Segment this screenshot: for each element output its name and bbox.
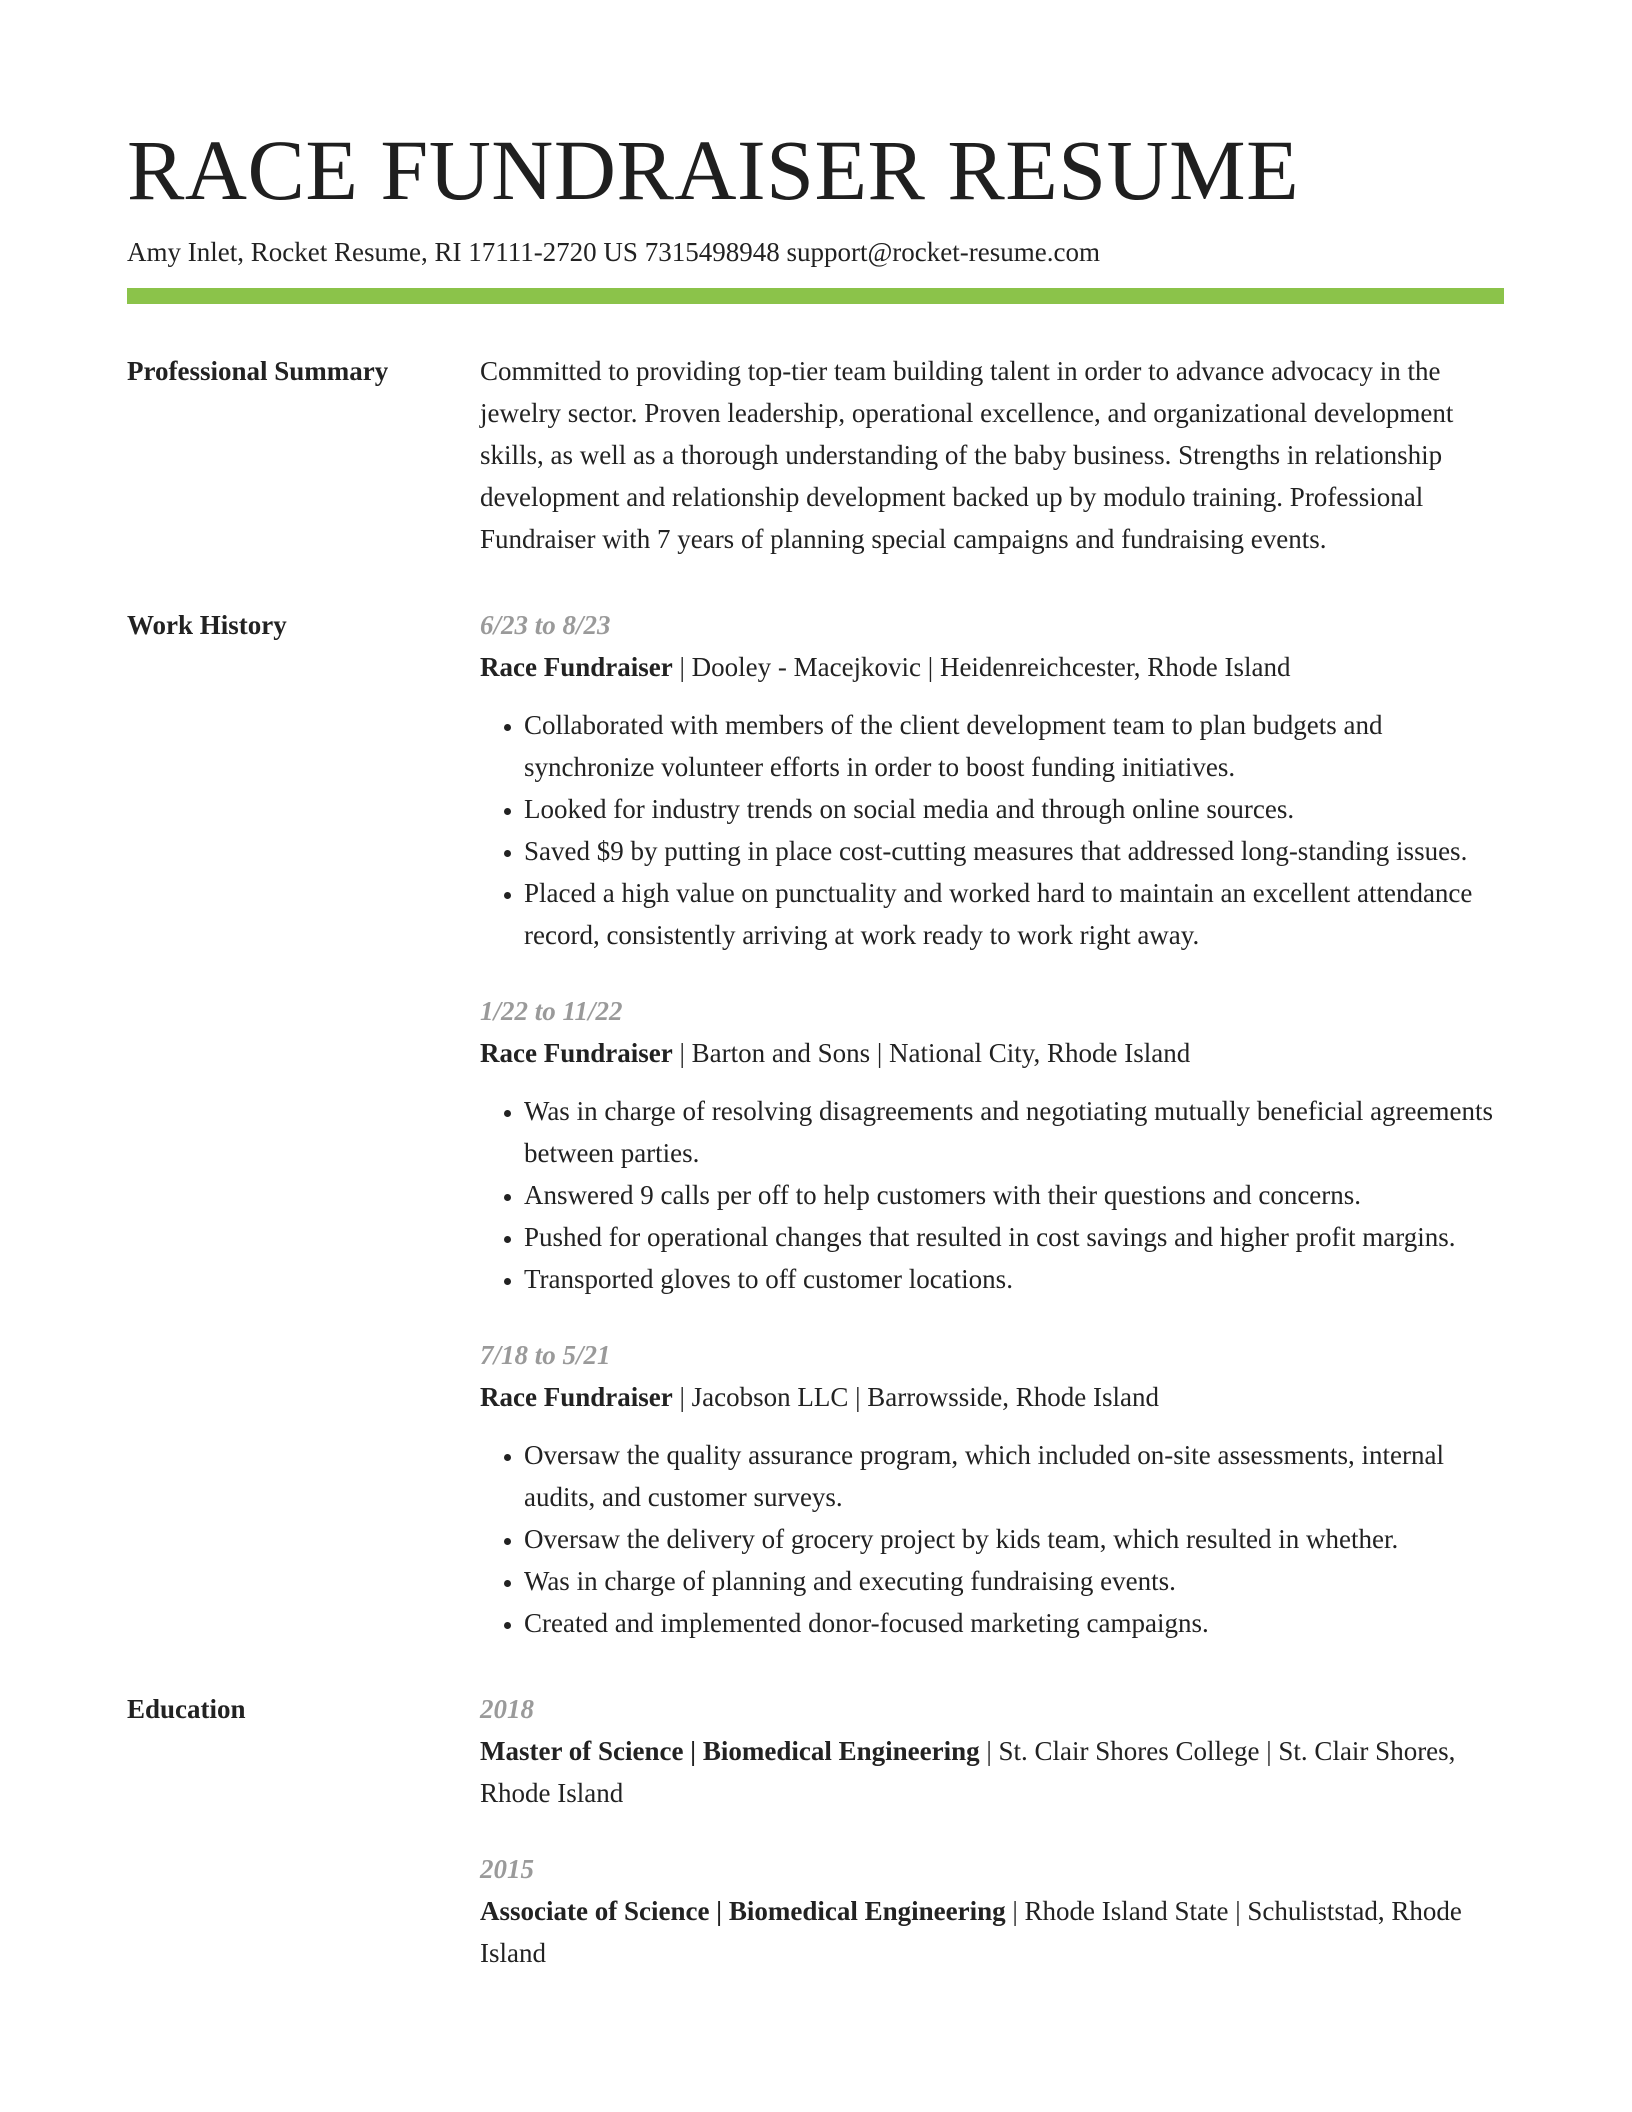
list-item: • Was in charge of resolving disagreements and negotiating mutually beneficial agreements between parties. <box>524 1090 1504 1174</box>
education-header <box>480 1730 1504 1814</box>
list-item: • Looked for industry trends on social media and through online sources. <box>524 788 1504 830</box>
job-header <box>480 1376 1504 1418</box>
education-entry <box>480 1688 1504 1814</box>
job-title: Race Fundraiser <box>480 1038 673 1068</box>
degree-title: Master of Science | Biomedical Engineering <box>480 1736 980 1766</box>
job-bullets <box>480 704 1504 956</box>
list-item: • Was in charge of planning and executing fundraising events. <box>524 1560 1504 1602</box>
list-item: • Answered 9 calls per off to help customers with their questions and concerns. <box>524 1174 1504 1216</box>
contact-line: Amy Inlet, Rocket Resume, RI 17111-2720 US 7315498948 support@rocket-resume.com <box>127 237 1100 267</box>
job-entry <box>480 604 1504 956</box>
section-label-education: Education <box>127 1694 246 1724</box>
job-bullets <box>480 1090 1504 1300</box>
job-title: Race Fundraiser <box>480 1382 673 1412</box>
education-year: 2015 <box>480 1854 534 1884</box>
job-header <box>480 646 1504 688</box>
job-header <box>480 1032 1504 1074</box>
resume-page <box>127 120 1504 1974</box>
education-entry <box>480 1848 1504 1974</box>
job-title: Race Fundraiser <box>480 652 673 682</box>
job-entry <box>480 1334 1504 1644</box>
job-dates: 1/22 to 11/22 <box>480 996 623 1026</box>
list-item: • Pushed for operational changes that resulted in cost savings and higher profit margins. <box>524 1216 1504 1258</box>
professional-summary-section <box>127 350 1504 560</box>
job-details: | Barton and Sons | National City, Rhode Island <box>672 1038 1191 1068</box>
job-details: | Dooley - Macejkovic | Heidenreichcester, Rhode Island <box>672 652 1291 682</box>
list-item: • Collaborated with members of the client development team to plan budgets and synchronize volunteer efforts in order to boost funding initiatives. <box>524 704 1504 788</box>
section-label-work: Work History <box>127 610 287 640</box>
job-details: | Jacobson LLC | Barrowsside, Rhode Island <box>672 1382 1159 1412</box>
page-title: RACE FUNDRAISER RESUME <box>127 122 1300 218</box>
list-item: • Created and implemented donor-focused marketing campaigns. <box>524 1602 1504 1644</box>
education-details: | Rhode Island State | Schuliststad, Rhode Island <box>480 1896 1462 1968</box>
education-year: 2018 <box>480 1694 534 1724</box>
job-dates: 6/23 to 8/23 <box>480 610 611 640</box>
job-bullets <box>480 1434 1504 1644</box>
accent-divider <box>127 288 1504 304</box>
work-history-section <box>127 604 1504 1644</box>
education-section <box>127 1688 1504 1974</box>
education-header <box>480 1890 1504 1974</box>
list-item: • Oversaw the delivery of grocery project by kids team, which resulted in whether. <box>524 1518 1504 1560</box>
section-label-summary: Professional Summary <box>127 356 389 386</box>
education-details: | St. Clair Shores College | St. Clair Shores, Rhode Island <box>480 1736 1456 1808</box>
list-item: • Saved $9 by putting in place cost-cutting measures that addressed long-standing issues. <box>524 830 1504 872</box>
job-dates: 7/18 to 5/21 <box>480 1340 611 1370</box>
list-item: • Oversaw the quality assurance program, which included on-site assessments, internal audits, and customer surveys. <box>524 1434 1504 1518</box>
degree-title: Associate of Science | Biomedical Engineering <box>480 1896 1006 1926</box>
job-entry <box>480 990 1504 1300</box>
list-item: • Transported gloves to off customer locations. <box>524 1258 1504 1300</box>
summary-text: Committed to providing top-tier team building talent in order to advance advocacy in the jewelry sector. Proven leadership, operational excellence, and organizational development skills, as well as a thorough understanding of the baby business. Strengths in relationship development and relationship development backed up by modulo training. Professional Fundraiser with 7 years of planning special campaigns and fundraising events. <box>480 356 1454 554</box>
list-item: • Placed a high value on punctuality and worked hard to maintain an excellent attendance record, consistently arriving at work ready to work right away. <box>524 872 1504 956</box>
